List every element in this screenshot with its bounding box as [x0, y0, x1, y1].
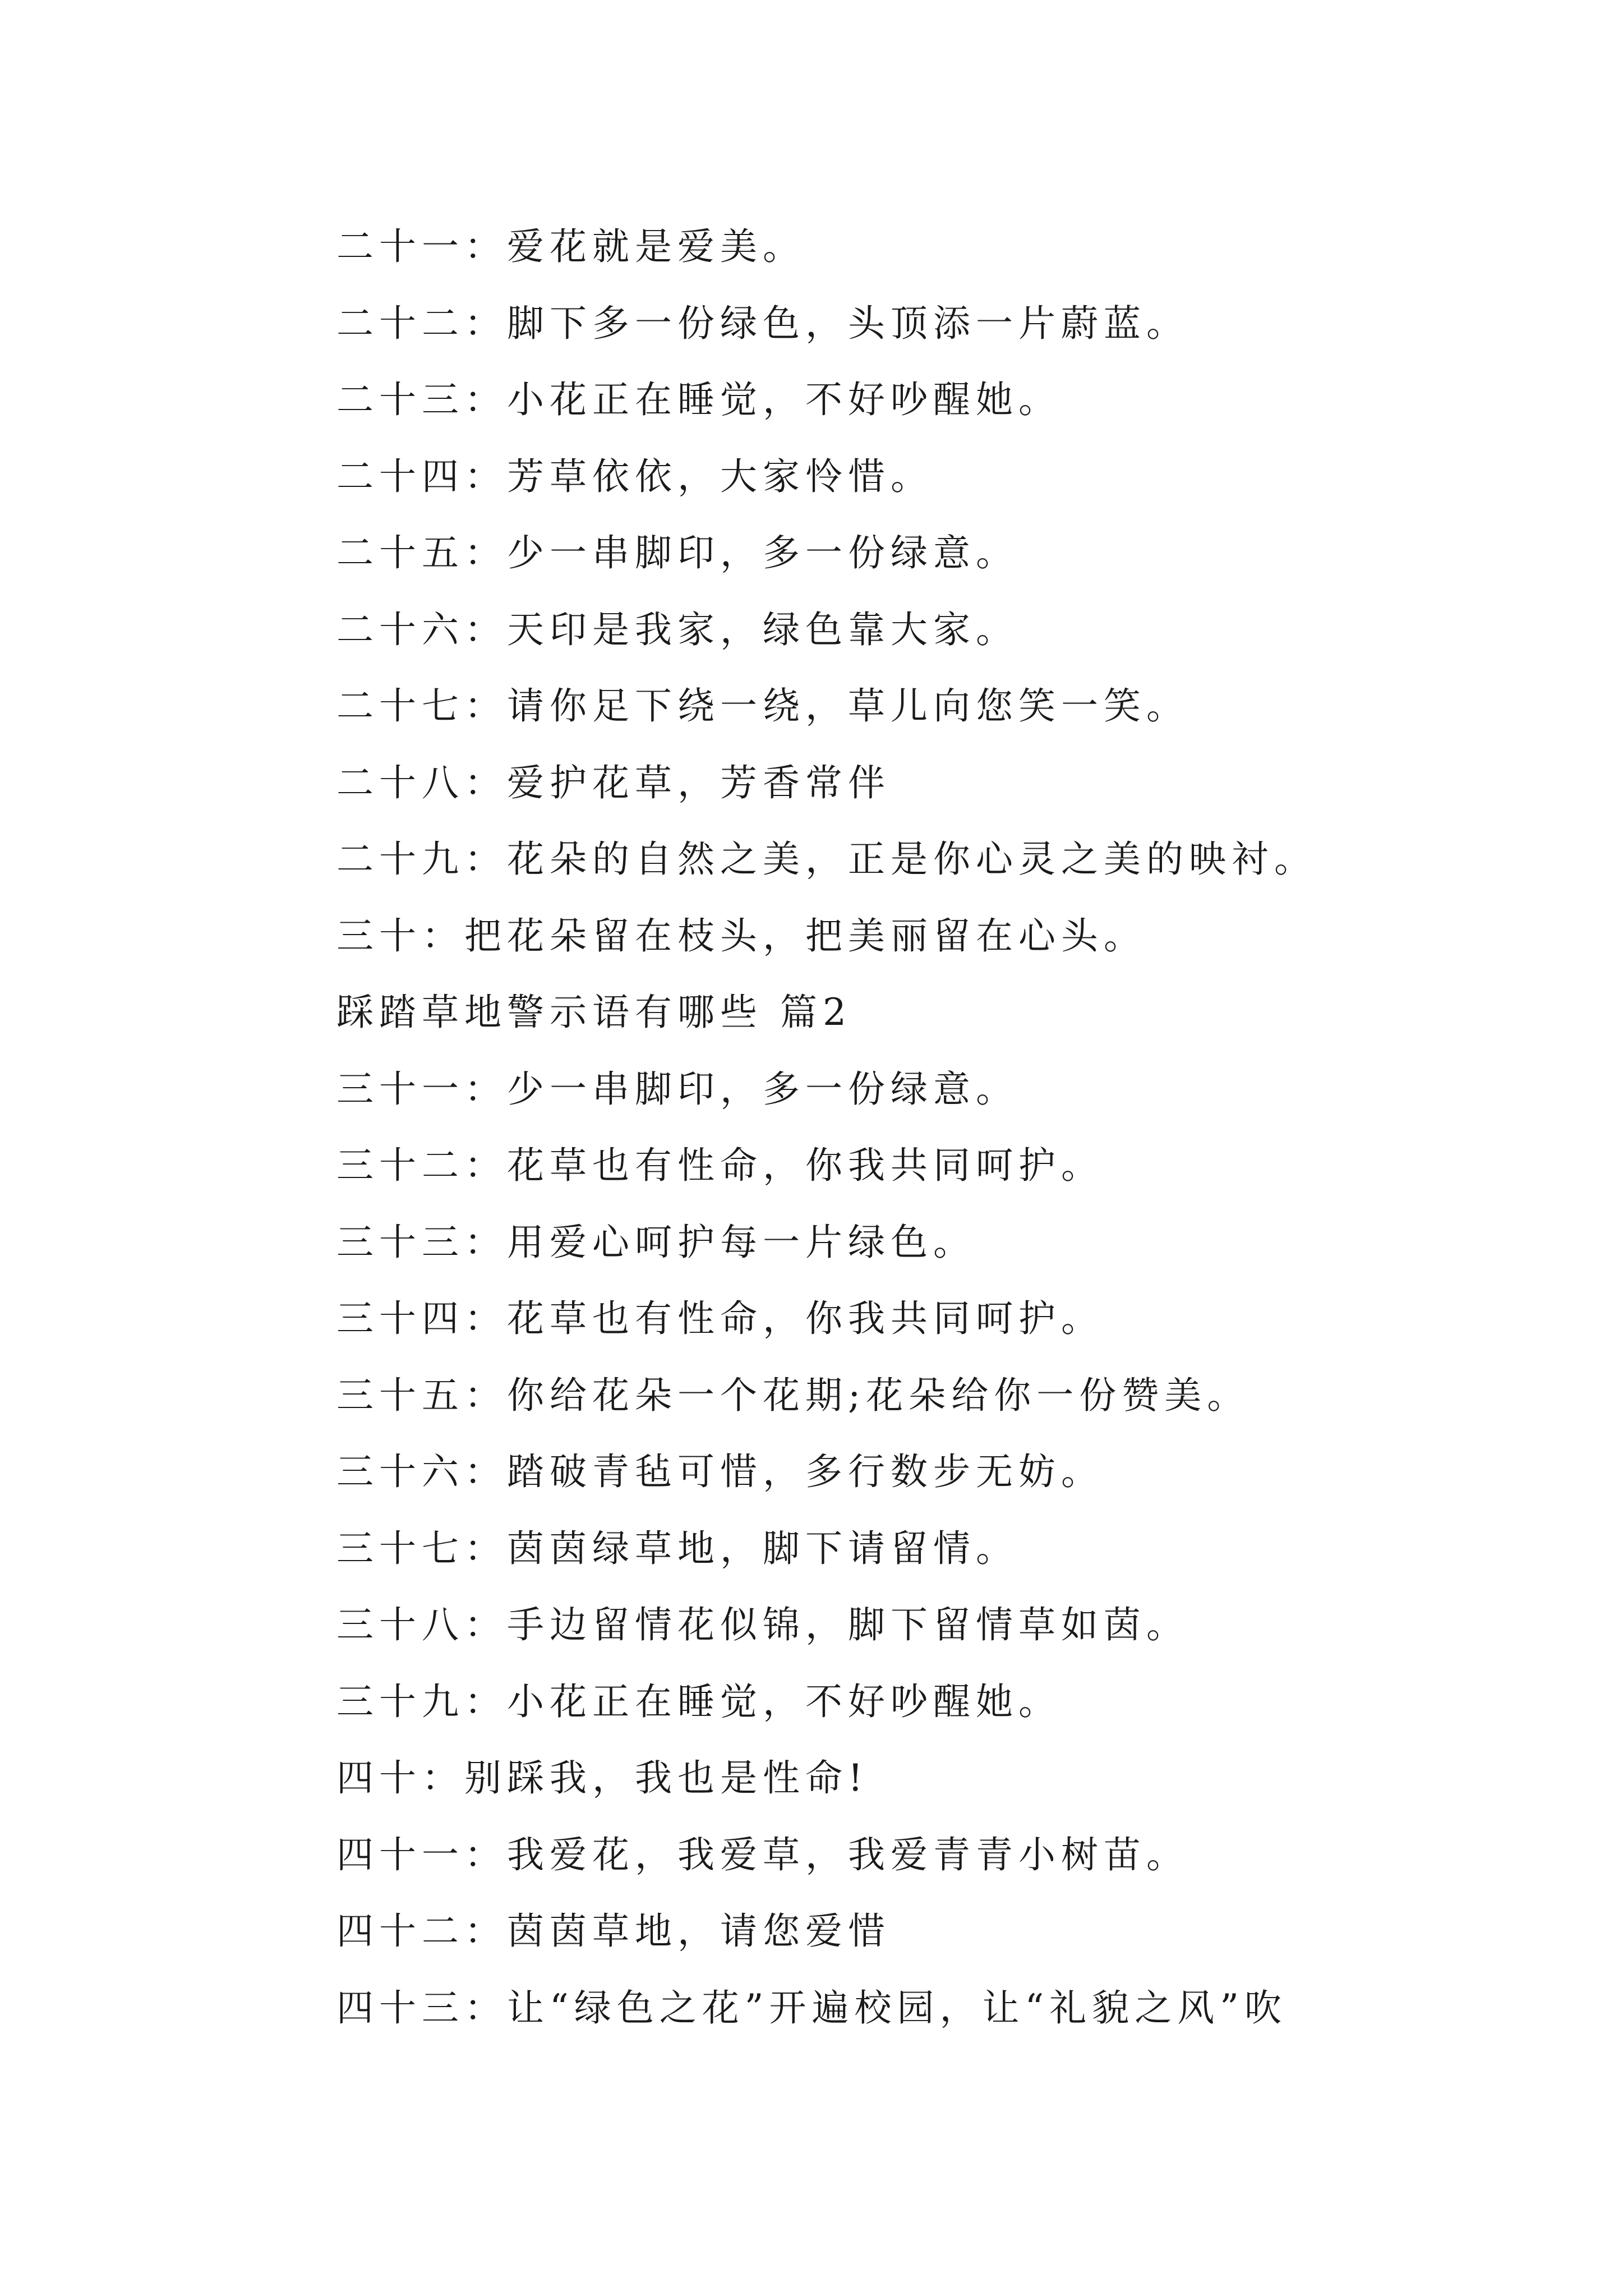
text-line: 三十九：小花正在睡觉，不好吵醒她。: [336, 1680, 1061, 1723]
text-line: 三十六：踏破青毡可惜，多行数步无妨。: [336, 1450, 1104, 1493]
text-line: 二十三：小花正在睡觉，不好吵醒她。: [336, 378, 1061, 421]
text-line: 四十一：我爱花，我爱草，我爱青青小树苗。: [336, 1833, 1189, 1876]
text-line: 四十三：让“绿色之花”开遍校园，让“礼貌之风”吹: [336, 1986, 1287, 2030]
text-line: 二十八：爱护花草，芳香常伴: [336, 761, 891, 804]
text-line: 三十二：花草也有性命，你我共同呵护。: [336, 1144, 1104, 1187]
text-line: 三十：把花朵留在枝头，把美丽留在心头。: [336, 914, 1146, 958]
text-line: 二十二：脚下多一份绿色，头顶添一片蔚蓝。: [336, 301, 1189, 345]
section-heading: 踩踏草地警示语有哪些 篇2: [336, 991, 852, 1034]
text-line: 四十：别踩我，我也是性命!: [336, 1756, 869, 1800]
text-line: 三十四：花草也有性命，你我共同呵护。: [336, 1297, 1104, 1340]
text-line: 二十六：天印是我家，绿色靠大家。: [336, 608, 1018, 651]
text-line: 三十三：用爱心呵护每一片绿色。: [336, 1220, 976, 1264]
text-line: 二十五：少一串脚印，多一份绿意。: [336, 531, 1018, 574]
text-line: 二十七：请你足下绕一绕，草儿向您笑一笑。: [336, 684, 1189, 728]
document-body: [336, 209, 1430, 2046]
text-line: 二十一：爱花就是爱美。: [336, 225, 805, 268]
text-line: 三十五：你给花朵一个花期;花朵给你一份赞美。: [336, 1373, 1250, 1417]
text-line: 四十二：茵茵草地，请您爱惜: [336, 1910, 891, 1953]
text-line: 二十四：芳草依依，大家怜惜。: [336, 454, 933, 498]
text-line: 三十七：茵茵绿草地，脚下请留情。: [336, 1526, 1018, 1570]
text-line: 二十九：花朵的自然之美，正是你心灵之美的映衬。: [336, 838, 1317, 881]
text-line: 三十一：少一串脚印，多一份绿意。: [336, 1067, 1018, 1111]
text-line: 三十八：手边留情花似锦，脚下留情草如茵。: [336, 1603, 1189, 1646]
